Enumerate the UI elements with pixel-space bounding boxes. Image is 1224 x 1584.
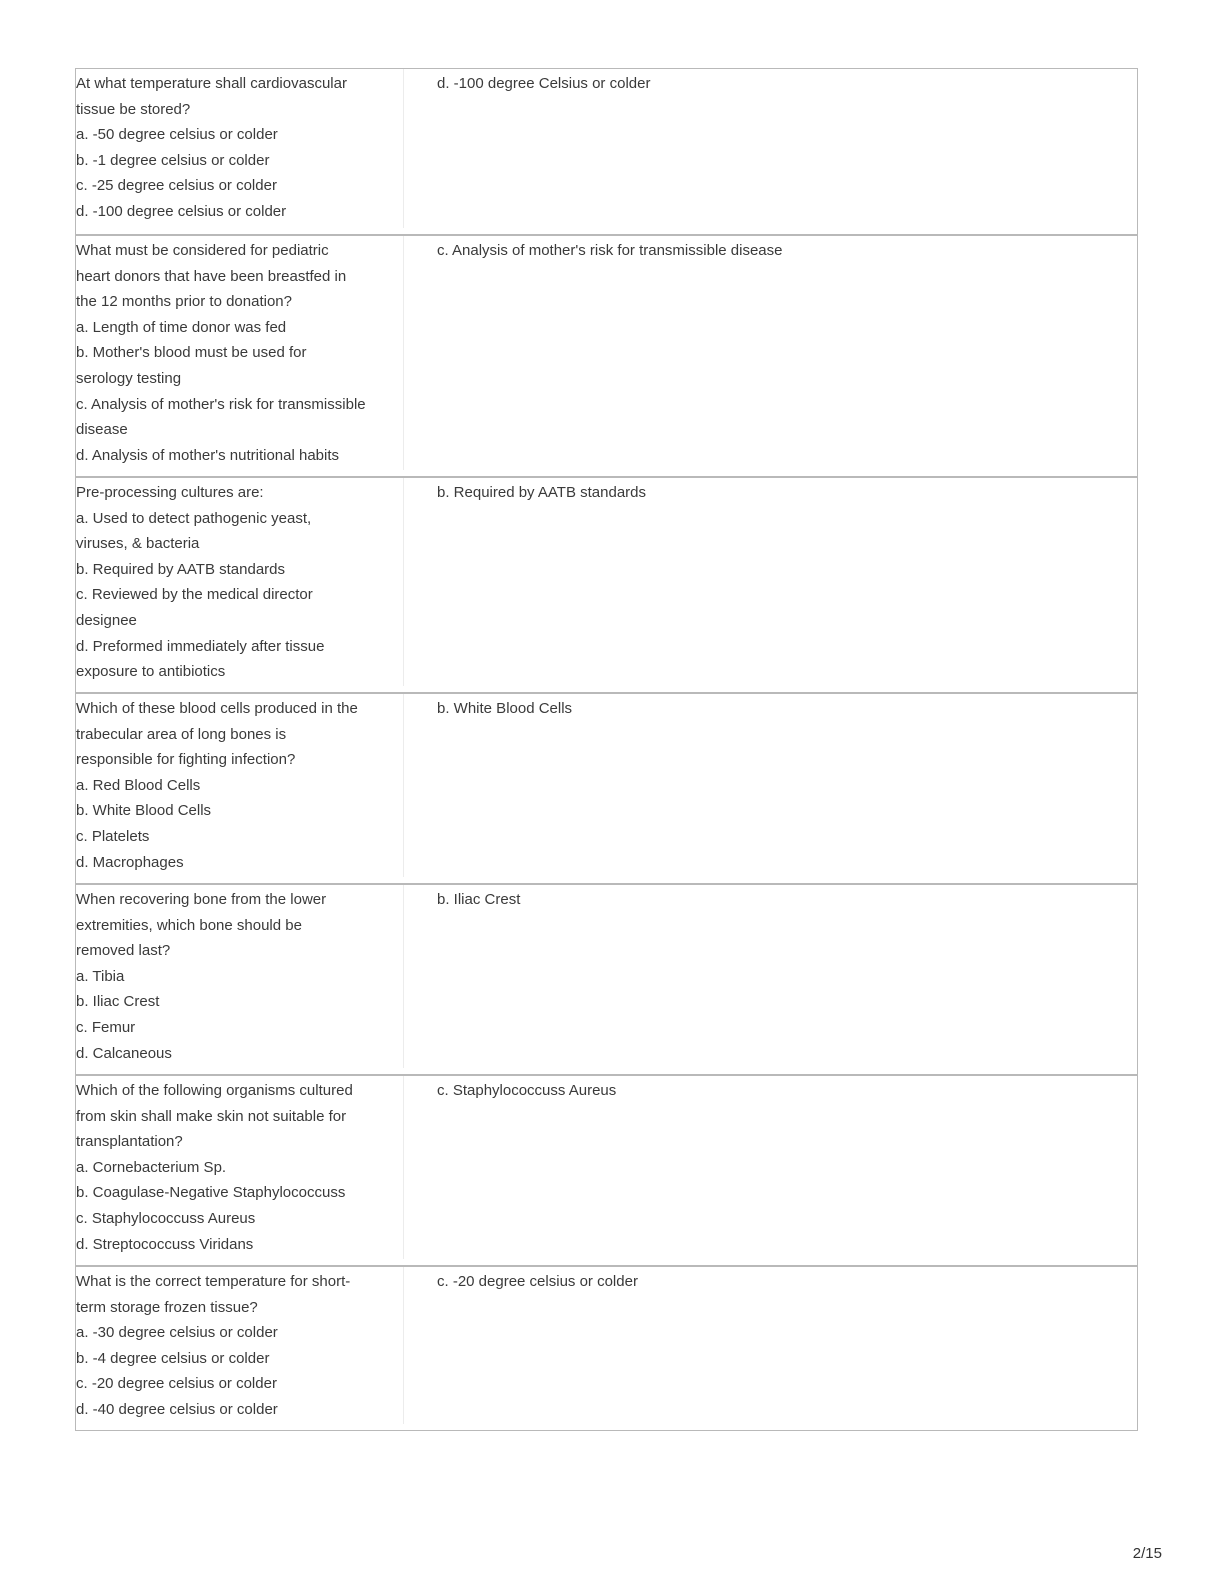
card-row-7	[76, 1265, 1137, 1430]
card-row-3	[76, 476, 1137, 692]
card-answer: c. Analysis of mother's risk for transmissible disease	[437, 242, 783, 259]
term-line: a. Cornebacterium Sp.	[76, 1158, 227, 1176]
term-line: d. Streptococcuss Viridans	[76, 1235, 254, 1253]
page-number: 2/15	[1132, 1545, 1162, 1562]
card-term	[76, 885, 404, 1068]
term-line: d. Preformed immediately after tissue	[76, 637, 325, 655]
term-line: exposure to antibiotics	[76, 663, 226, 681]
term-line: d. Analysis of mother's nutritional habits	[76, 446, 339, 464]
term-line: b. -4 degree celsius or colder	[76, 1349, 270, 1367]
term-line: trabecular area of long bones is	[76, 725, 287, 743]
card-row-4	[76, 692, 1137, 883]
term-line: c. Platelets	[76, 827, 150, 845]
term-line: a. Used to detect pathogenic yeast,	[76, 509, 312, 527]
term-line: b. Coagulase-Negative Staphylococcuss	[76, 1184, 346, 1202]
term-line: a. -50 degree celsius or colder	[76, 126, 278, 144]
term-line: transplantation?	[76, 1133, 183, 1151]
term-line: disease	[76, 421, 128, 439]
term-line: serology testing	[76, 369, 182, 387]
term-line: extremities, which bone should be	[76, 916, 302, 934]
card-term	[76, 69, 404, 228]
term-line: c. Femur	[76, 1018, 136, 1036]
term-line: designee	[76, 611, 137, 629]
term-line: c. -25 degree celsius or colder	[76, 177, 277, 195]
card-answer: c. -20 degree celsius or colder	[437, 1273, 638, 1290]
term-line: the 12 months prior to donation?	[76, 293, 292, 311]
card-term	[76, 694, 404, 877]
term-line: c. Analysis of mother's risk for transmissible	[76, 395, 366, 413]
card-term	[76, 478, 404, 686]
card-term	[76, 1076, 404, 1259]
term-line: b. White Blood Cells	[76, 802, 212, 820]
card-row-5	[76, 883, 1137, 1074]
term-line: c. Reviewed by the medical director	[76, 586, 313, 604]
term-line: c. Staphylococcuss Aureus	[76, 1209, 256, 1227]
term-line: Which of these blood cells produced in the	[76, 700, 358, 717]
term-line: term storage frozen tissue?	[76, 1298, 258, 1316]
term-line: a. Length of time donor was fed	[76, 318, 287, 336]
term-line: At what temperature shall cardiovascular	[76, 75, 347, 92]
term-line: heart donors that have been breastfed in	[76, 267, 347, 285]
term-line: What is the correct temperature for short-	[76, 1273, 351, 1290]
term-line: When recovering bone from the lower	[76, 891, 327, 908]
term-line: a. -30 degree celsius or colder	[76, 1324, 278, 1342]
term-line: b. Iliac Crest	[76, 993, 160, 1011]
card-answer: d. -100 degree Celsius or colder	[437, 75, 651, 92]
term-line: d. -40 degree celsius or colder	[76, 1400, 278, 1418]
term-line: b. Required by AATB standards	[76, 560, 286, 578]
term-line: removed last?	[76, 942, 171, 960]
card-row-6	[76, 1074, 1137, 1265]
flashcard-table	[75, 68, 1138, 1431]
card-row-1	[76, 69, 1137, 234]
term-line: d. Calcaneous	[76, 1044, 172, 1062]
card-term	[76, 236, 404, 470]
card-answer: b. Required by AATB standards	[437, 484, 647, 501]
card-row-2	[76, 234, 1137, 476]
term-line: b. Mother's blood must be used for	[76, 344, 307, 362]
term-line: a. Tibia	[76, 967, 125, 985]
term-line: What must be considered for pediatric	[76, 242, 329, 259]
term-line: b. -1 degree celsius or colder	[76, 151, 270, 169]
term-line: d. -100 degree celsius or colder	[76, 202, 287, 220]
term-line: Pre-processing cultures are:	[76, 484, 264, 501]
term-line: responsible for fighting infection?	[76, 751, 296, 769]
term-line: from skin shall make skin not suitable for	[76, 1107, 347, 1125]
term-line: d. Macrophages	[76, 853, 184, 871]
card-answer: c. Staphylococcuss Aureus	[437, 1082, 617, 1099]
term-line: viruses, & bacteria	[76, 535, 200, 553]
term-line: Which of the following organisms cultured	[76, 1082, 353, 1099]
card-term	[76, 1267, 404, 1424]
term-line: tissue be stored?	[76, 100, 191, 118]
card-answer: b. White Blood Cells	[437, 700, 573, 717]
term-line: c. -20 degree celsius or colder	[76, 1375, 277, 1393]
card-answer: b. Iliac Crest	[437, 891, 521, 908]
term-line: a. Red Blood Cells	[76, 776, 201, 794]
